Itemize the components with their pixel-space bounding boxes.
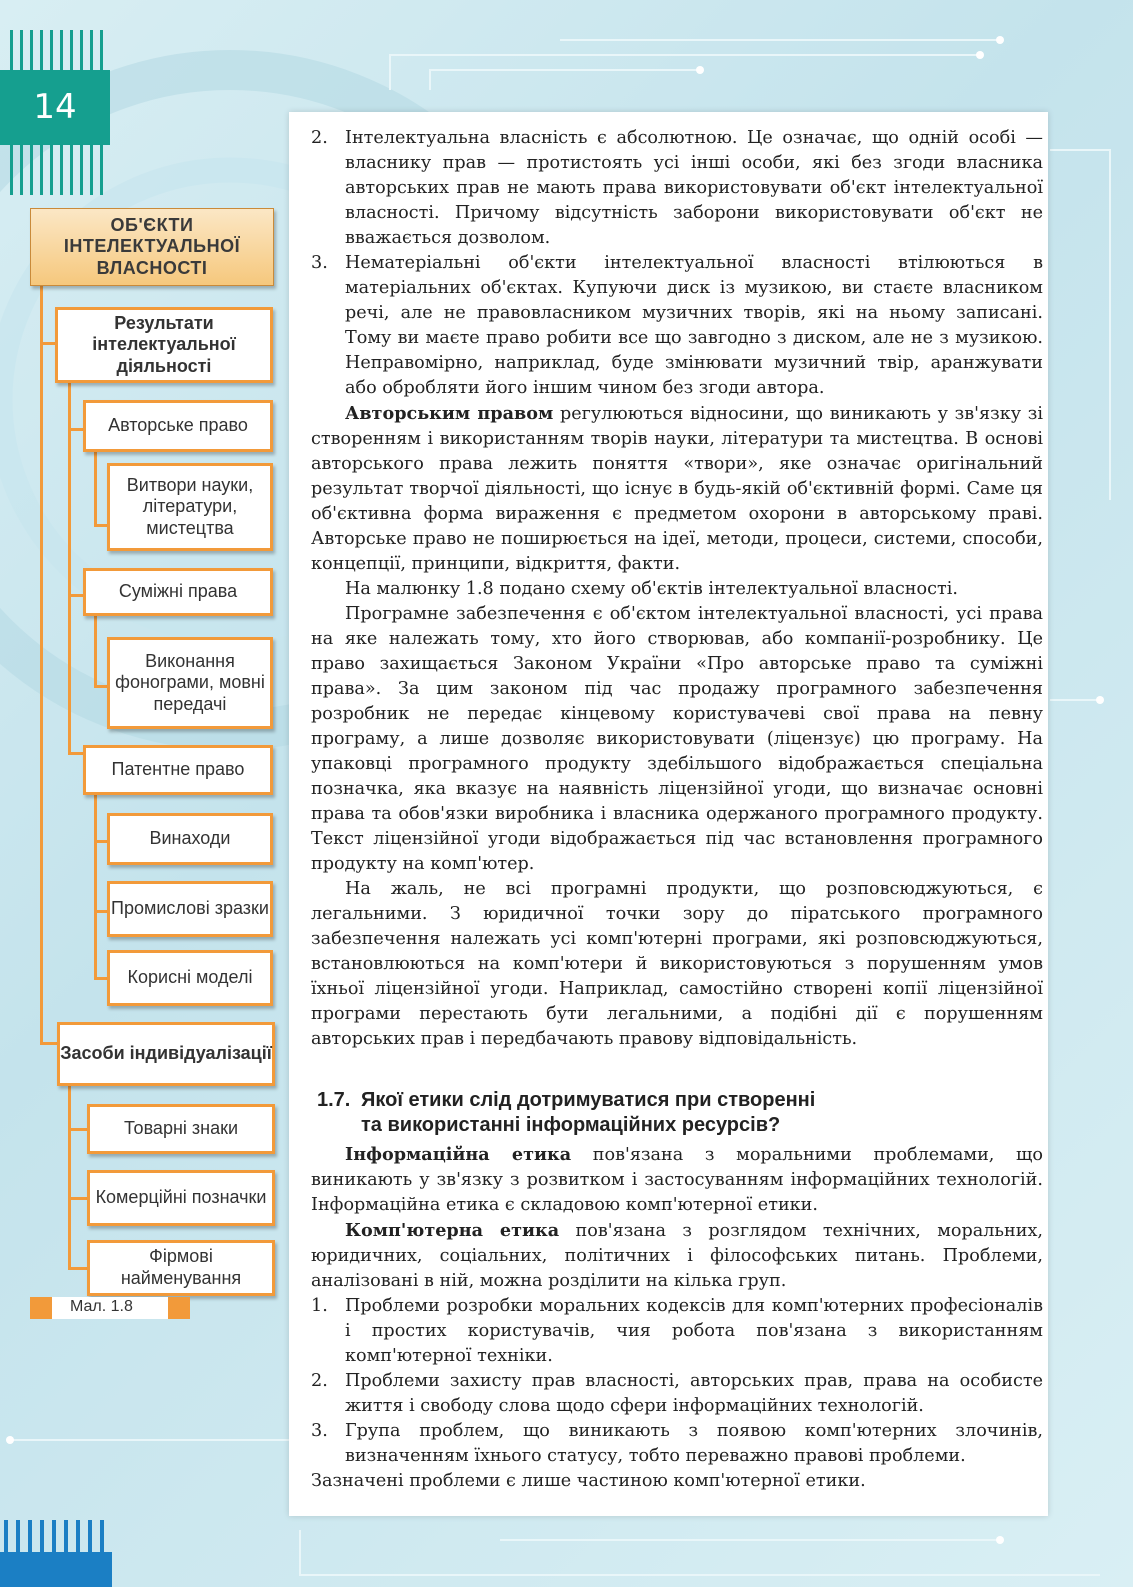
list-item: 1. Проблеми розробки моральних кодексів для комп'ютерних професіоналів і простих користувачів, чия робота пов'язана з використанням комп'ютерної техніки. <box>311 1296 1043 1366</box>
utility-models-box: Корисні моделі <box>107 950 273 1006</box>
results-box: Результати інтелектуальної діяльності <box>55 307 273 383</box>
paragraph-figure-reference: На малюнку 1.8 подано схему об'єктів інтелектуальної власності. <box>345 579 958 599</box>
related-rights-box: Суміжні права <box>83 568 273 616</box>
paragraph-copyright: Авторським правом регулюються відносини, що виникають у зв'язку зі створенням і використанням творів науки, літератури та мистецтва. В основі авторського права лежить поняття «твори», яке означає оригінальний результат творчої діяльності, що існує в будь-якій об'єктивній формі. Саме ця об'єктивна форма вираження є предметом охорони в авторському праві. Авторське право не поширюється на ідеї, методи, процеси, системи, способи, концепції, принципи, відкриття, факти. <box>311 403 1043 574</box>
list-item: 2. Проблеми захисту прав власності, авторських прав, права на особисте життя і свободу слова щодо сфери інформаційних технологій. <box>311 1371 1043 1416</box>
copyright-box: Авторське право <box>83 400 273 452</box>
list-item: 3. Нематеріальні об'єкти інтелектуальної власності втілюються в матеріальних об'єктах. Купуючи диск із музикою, ви стаєте власником речі, але не правовласником музичних творів, які на ньому записані. Тому ви маєте право робити все що завгодно з диском, але не з музикою. Неправомірно, наприклад, буде змінювати музичний твір, аранжувати або обробляти його іншим чином без згоди автора. <box>311 253 1043 398</box>
paragraph-piracy: На жаль, не всі програмні продукти, що розповсюджуються, є легальними. З юридичної точки зору до піратського програмного забезпечення належать усі комп'ютерні програми, які розповсюджуються, встановлюються на комп'ютери й використовуються з порушенням умов їхньої ліцензійної угоди. Наприклад, самостійно створені копії ліцензійної програми перестають бути легальними, а подібні дії є порушенням авторських прав і передбачають правову відповідальність. <box>311 879 1043 1049</box>
paragraph-closing: Зазначені проблеми є лише частиною комп'ютерної етики. <box>311 1471 866 1491</box>
figure-caption: Мал. 1.8 <box>30 1297 190 1319</box>
ip-objects-diagram <box>0 0 290 1587</box>
firm-names-box: Фірмові найменування <box>87 1240 275 1296</box>
patent-box: Патентне право <box>83 745 273 795</box>
section-heading: 1.7. Якої етики слід дотримуватися при створенні та використанні інформаційних ресурсів? <box>317 1089 816 1136</box>
page-number: 14 <box>33 87 77 127</box>
paragraph-software: Програмне забезпечення є об'єктом інтелектуальної власності, усі права на яке належать тому, хто його створював, або компанії-розробнику. Це право захищається Законом України «Про авторське право та суміжні права». За цим законом під час продажу програмного забезпечення розробник не передає кінцевому користувачеві свої права на певну програму, а лише дозволяє використовувати (ліцензує) цю програму. На упаковці програмного продукту здебільшого відображається спеціальна позначка, яка вказує на наявність ліцензійної угоди, що визначає основні права та обов'язки виробника і власника одержаного програмного продукту. Текст ліцензійної угоди відображається під час встановлення програмного продукту на комп'ютер. <box>311 604 1043 874</box>
text-panel <box>289 112 1048 1516</box>
list-item: 3. Група проблем, що виникають з появою комп'ютерних злочинів, визначенням їхнього статусу, тобто переважно правові проблеми. <box>311 1421 1043 1466</box>
industrial-designs-box: Промислові зразки <box>107 881 273 937</box>
list-item: 2. Інтелектуальна власність є абсолютною. Це означає, що одній особі — власнику прав — протистоять усі інші особи, які без згоди власника авторських прав не мають права використовувати об'єкт інтелектуальної власності. Причому відсутність заборони використовувати об'єкт не вважається дозволом. <box>311 128 1043 248</box>
performances-box: Виконання фонограми, мовні передачі <box>107 637 273 729</box>
individualization-box: Засоби індивідуалізації <box>57 1022 275 1086</box>
main-text <box>311 126 1043 1494</box>
works-box: Витвори науки, літератури, мистецтва <box>107 463 273 551</box>
commercial-marks-box: Комерційні позначки <box>87 1170 275 1226</box>
trademarks-box: Товарні знаки <box>87 1104 275 1154</box>
diagram-title-box: ОБ'ЄКТИ ІНТЕЛЕКТУАЛЬНОЇ ВЛАСНОСТІ <box>30 208 274 286</box>
paragraph-computer-ethics: Комп'ютерна етика пов'язана з розглядом технічних, моральних, юридичних, соціальних, політичних і філософських питань. Проблеми, аналізовані в ній, можна розділити на кілька груп. <box>311 1220 1043 1291</box>
inventions-box: Винаходи <box>107 813 273 865</box>
paragraph-info-ethics: Інформаційна етика пов'язана з моральними проблемами, що виникають у зв'язку з розвитком і застосуванням інформаційних технологій. Інформаційна етика є складовою комп'ютерної етики. <box>311 1144 1043 1215</box>
